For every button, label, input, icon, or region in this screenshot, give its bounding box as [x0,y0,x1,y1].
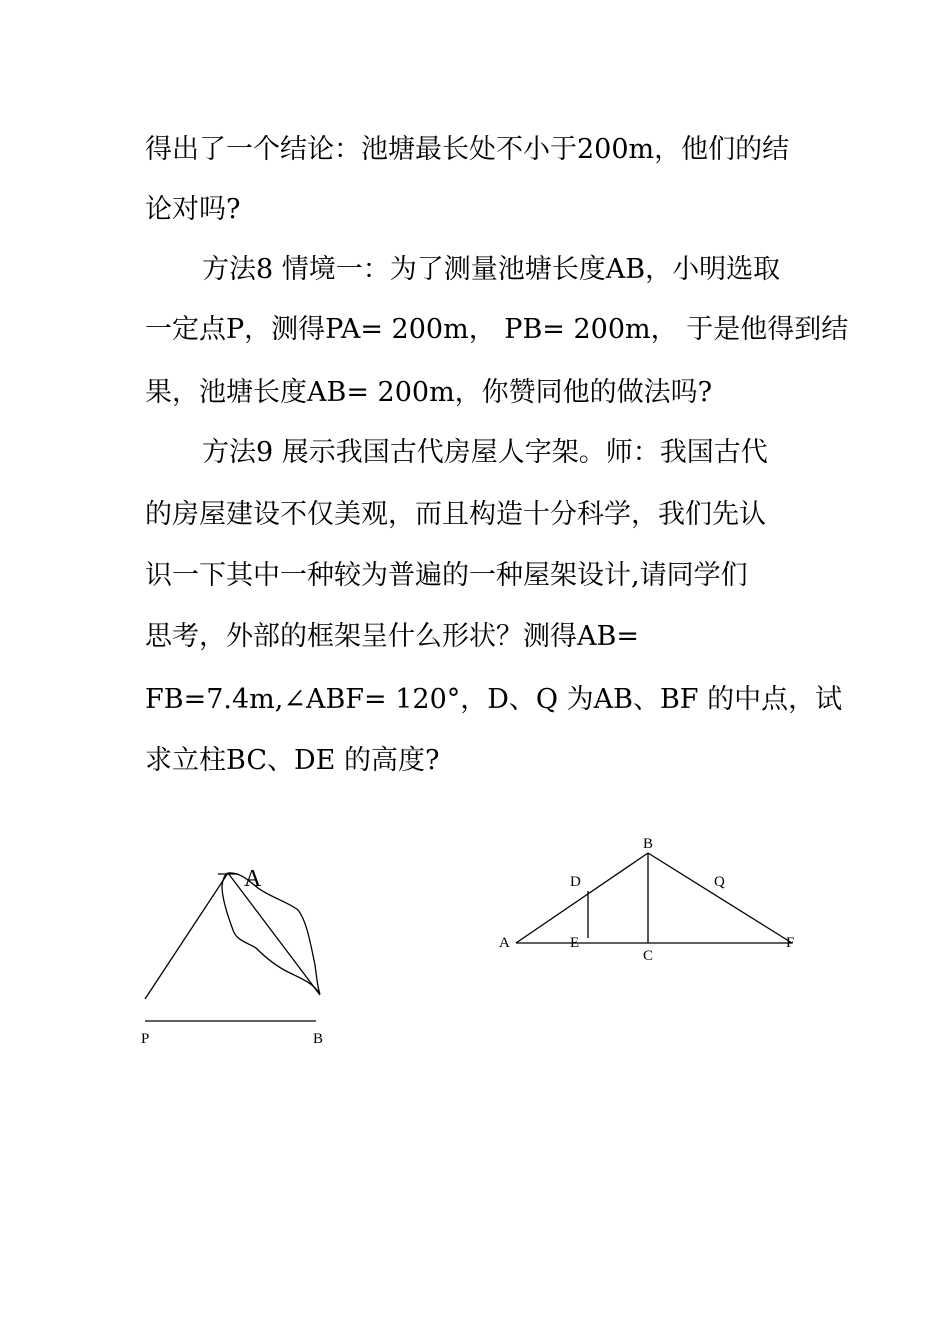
roof-label-q: Q [714,874,725,890]
paragraph-line: FB=7.4m,∠ABF= 120°，D、Q 为AB、BF 的中点，试 [145,684,843,715]
paragraph-line: 一定点P，测得PA= 200m， PB= 200m， 于是他得到结 [145,314,849,345]
paragraph-line: 方法9 展示我国古代房屋人字架。师：我国古代 [202,437,768,468]
roof-label-d: D [570,874,581,890]
roof-label-a: A [499,935,510,951]
paragraph-line: 求立柱BC、DE 的高度? [145,745,440,776]
line-ab [228,873,320,995]
roof-label-f: F [786,935,795,951]
paragraph-line: 思考，外部的框架呈什么形状？测得AB= [145,621,639,652]
paragraph-line: 得出了一个结论：池塘最长处不小于200m，他们的结 [145,134,790,165]
roof-label-b: B [643,836,654,852]
pond-figure [145,873,320,1021]
line-pa [145,873,228,999]
paragraph-line: 的房屋建设不仅美观，而且构造十分科学，我们先认 [145,499,766,530]
pond-label-a: A [244,866,262,892]
paragraph-line: 识一下其中一种较为普遍的一种屋架设计,请同学们 [145,560,748,591]
paragraph-line: 方法8 情境一：为了测量池塘长度AB，小明选取 [202,254,781,285]
roof-figure [516,853,792,943]
roof-label-c: C [643,948,654,964]
pond-label-p: P [141,1031,150,1047]
line-ab-roof [516,853,648,943]
paragraph-line: 果，池塘长度AB= 200m，你赞同他的做法吗? [145,377,713,408]
roof-label-e: E [570,935,580,951]
line-bf [648,853,792,943]
paragraph-line: 论对吗? [145,194,241,225]
pond-label-b: B [313,1031,324,1047]
